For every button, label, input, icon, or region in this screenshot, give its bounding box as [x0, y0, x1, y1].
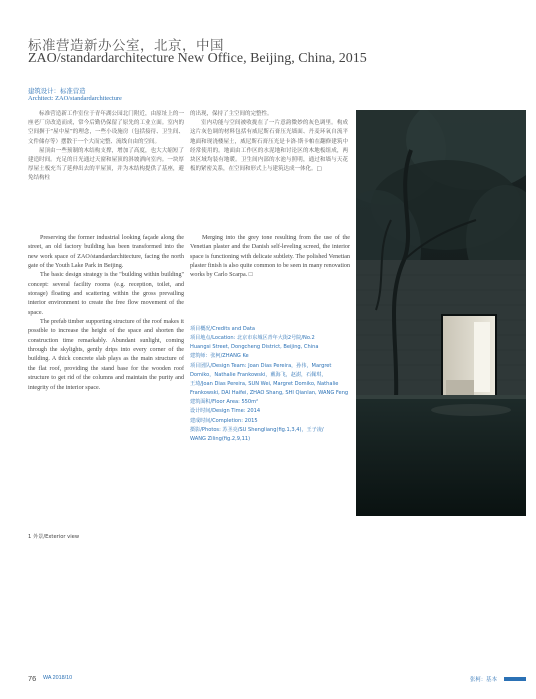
architect-label-cn: 建筑设计：标准营造: [28, 87, 86, 95]
credits-line: 项目团队/Design Team: Joan Dias Pereira，孙伟，Margret: [190, 362, 332, 369]
page-title-en: ZAO/standardarchitecture New Office, Beijing, China, 2015: [28, 51, 367, 66]
body-text-cn-left: [28, 110, 184, 184]
credits-line: Huangsi Street, Dongcheng District, Beijing, China: [190, 344, 319, 351]
paragraph: The basic design strategy is the "building within building" concept: several facility rooms (e.g. reception, toilet, and storage) floating and scattering within the gross prevailing interior environment to create the free flow movement of the space.: [28, 272, 184, 316]
body-text-cn-right: [190, 110, 348, 174]
paragraph: The prefab timber supporting structure of the roof makes it possible to increase the height of the space and shorten the construction time remarkably. Abundant sunlight, coming through the skylights, gently drips into every corner of the building. A thick concrete slab plays as the main structure of the flat roof, providing the stand base for the wooden roof structure to get rid of the columns and maintain the purity and integrity of the interior space.: [28, 319, 184, 391]
credits-line: 建筑师：张柯/ZHANG Ke: [190, 353, 249, 360]
paragraph: 室内功能与空间被收拢在了一片意韵微妙的灰色调里。构成这片灰色调的材料包括有威尼斯石膏压光墙面、丹麦环氧自流平地面和现浇楼屋土，威尼斯石膏压光是卡洛·斯卡帕在翻修建筑中经常使用的。地面由工作区的水泥地和讨论区的木地板组成，两块区域均装有地暖。卫生间内部的水池与照明，通过和墙与天花板的紧密关系，在空间和形式上与建筑达成一体化。□: [190, 120, 348, 173]
page-title-cn: 标准营造新办公室，北京，中国: [28, 38, 224, 54]
paragraph: 屋顶由一些预制的木结构支撑，增加了高度，也大大缩短了建造时间。充足的日光通过天窗和屋顶的斜坡洒向室内。一块厚厚屋土板充当了延伸出去的平屋顶，并为木结构提供了基座，避免结构柱: [28, 147, 184, 182]
credits-line: Frankowski, DAI Haifei, ZHAO Shang, SHI Qianlan, WANG Feng: [190, 390, 349, 397]
credits-heading: 项目概况/Credits and Data: [190, 326, 256, 332]
paragraph: Preserving the former industrial looking façade along the street, an old factory building has been transformed into the new work space of ZAO/standardarchitecture, facing the north gate of the Youth Lake Park in Beijing.: [28, 235, 184, 270]
page-number: 76: [28, 674, 37, 683]
photo-caption: 1 外景/Exterior view: [28, 534, 80, 540]
magazine-issue: WA 2018/10: [43, 675, 73, 681]
credits-line: 摄影/Photos: 苏圣亮/SU Shengliang(fig.1,3,4)，王子凌/: [190, 426, 324, 433]
body-text-en-right: [190, 234, 350, 281]
credits-line: 项目地点/Location: 北京市东城区青年大街2号院/No.2: [190, 335, 315, 342]
section-marker-bar: [504, 677, 526, 681]
body-text-en-left: [28, 234, 184, 393]
section-label: 张柯：基本: [470, 677, 497, 683]
paragraph: Merging into the grey tone resulting from the use of the Venetian plaster and the Danish self-leveling screed, the interior space is functioning with delicate subtlety. The polished Venetian plaster finish is also quite common to be seen in many renovation works by Carlo Scarpa. □: [190, 235, 350, 279]
exterior-view-photo: [356, 110, 526, 516]
credits-line: 建筑面积/Floor Area: 550m²: [190, 399, 259, 406]
architect-label-en: Architect: ZAO/standardarchitecture: [28, 95, 122, 102]
credits-line: 设计时间/Design Time: 2014: [190, 408, 261, 415]
credits-line: 王琦/Joan Dias Pereira, SUN Wei, Margret Domiko, Nathalie: [190, 380, 339, 387]
credits-block: [190, 325, 350, 444]
credits-line: WANG Ziling(fig.2,9,11): [190, 435, 251, 442]
paragraph: 的出现，保持了主空间的完整性。: [190, 111, 273, 117]
credits-line: Domiko，Nathalie Frankowski，戴海飞，赵澍，石佩琪，: [190, 371, 327, 378]
paragraph: 标准营造新工作室位于青年湖公园北门附近，由原址上的一座老厂房改造而成，常今后勤仍保留了原先的工业立面。室内的空间摒于“屋中屋”的理念，一些小设施房（包括接待、卫生间、文件储存等）摆散于一个大而完整、流线自由的空间。: [28, 111, 184, 145]
credits-line: 建成时间/Completion: 2015: [190, 417, 258, 424]
